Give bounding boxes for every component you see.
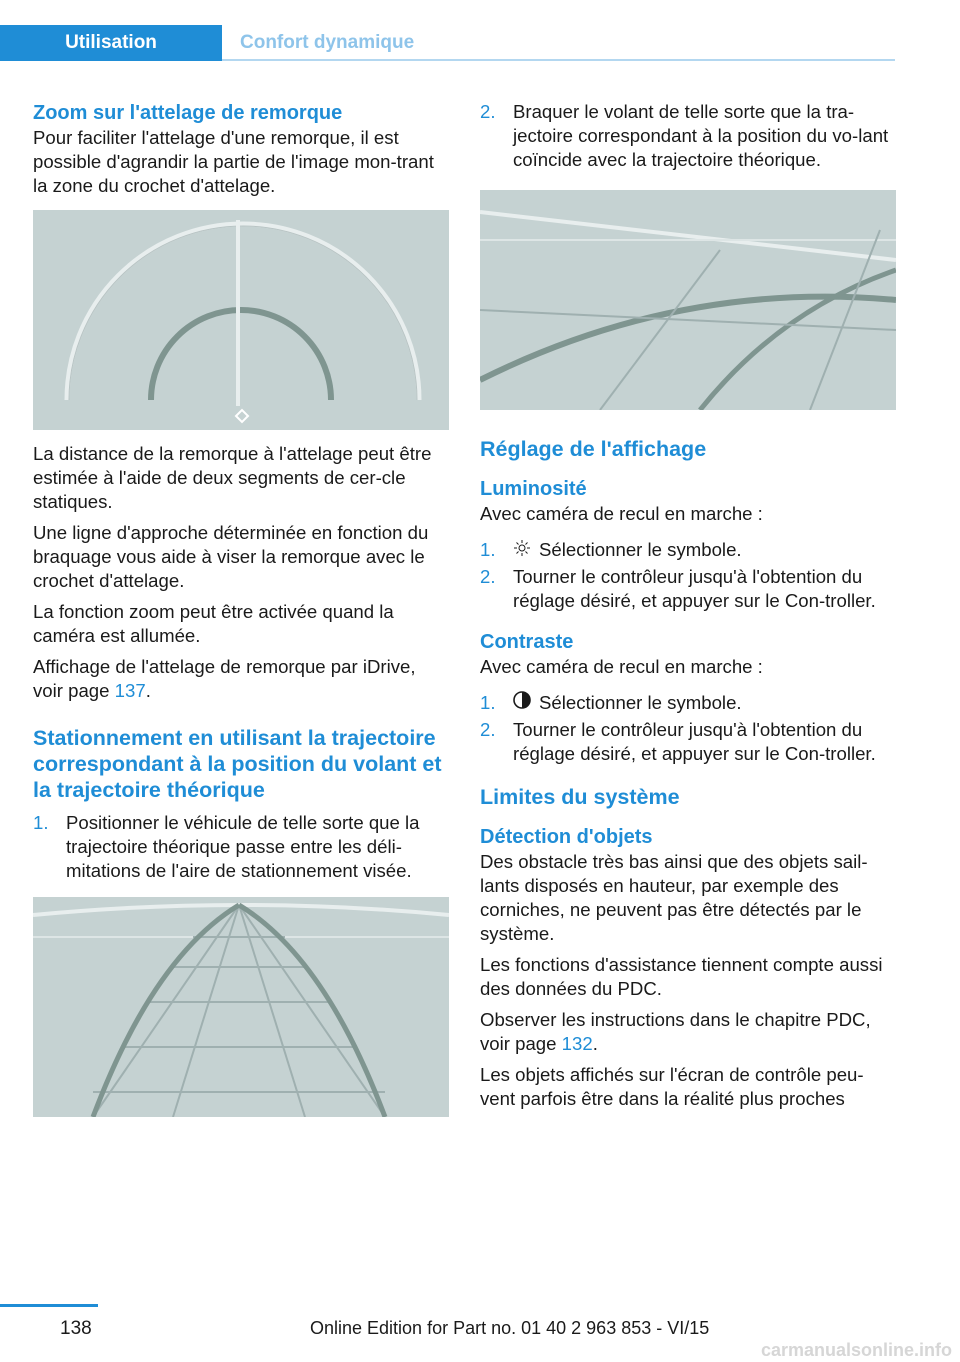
watermark: carmanualsonline.info bbox=[760, 1340, 952, 1360]
parking-trajectory-figure bbox=[33, 897, 449, 1117]
parking-title: Stationnement en utilisant la trajectoire correspondant à la position du volant et la trajectoire théorique bbox=[33, 726, 442, 802]
para-zoom-activation: La fonction zoom peut être activée quand la caméra est allumée. bbox=[33, 601, 394, 646]
display-settings-title: Réglage de l'affichage bbox=[480, 437, 707, 461]
zoom-title: Zoom sur l'attelage de remorque bbox=[33, 102, 343, 124]
list-item: 2. Braquer le volant de telle sorte que la tra-jectoire correspondant à la position du vo-lant coïncide avec la trajectoire théorique. bbox=[480, 101, 889, 170]
tab-confort-dynamique[interactable]: Confort dynamique bbox=[240, 32, 415, 53]
page-link-132[interactable]: 132 bbox=[561, 1033, 593, 1054]
right-column bbox=[480, 100, 896, 1118]
brightness-intro: Avec caméra de recul en marche : bbox=[480, 503, 763, 524]
sun-icon bbox=[513, 538, 531, 562]
contrast-title: Contraste bbox=[480, 631, 574, 653]
header-tabbar bbox=[0, 25, 895, 61]
header-rule bbox=[222, 59, 895, 61]
list-item: 1. Sélectionner le symbole. bbox=[480, 539, 742, 560]
list-item: 1. Positionner le véhicule de telle sorte que la trajectoire théorique passe entre les déli-mitations de l'aire de stationnement visée. bbox=[33, 812, 420, 881]
object-detection-title: Détection d'objets bbox=[480, 826, 653, 848]
list-item: 1. Sélectionner le symbole. bbox=[480, 692, 742, 713]
parking-steps bbox=[33, 811, 449, 883]
footer-rule bbox=[0, 1304, 98, 1307]
list-item: 2. Tourner le contrôleur jusqu'à l'obtention du réglage désiré, et appuyer sur le Con-troller. bbox=[480, 566, 876, 611]
contrast-intro: Avec caméra de recul en marche : bbox=[480, 656, 763, 677]
tab-utilisation[interactable]: Utilisation bbox=[0, 25, 222, 61]
edition-info: Online Edition for Part no. 01 40 2 963 853 - VI/15 bbox=[310, 1318, 710, 1338]
detection-para-1: Des obstacle très bas ainsi que des objets sail-lants disposés en hauteur, par exemple des corniches, ne peuvent pas être détectés par le système. bbox=[480, 851, 868, 944]
page-link-137[interactable]: 137 bbox=[114, 680, 146, 701]
detection-para-2: Les fonctions d'assistance tiennent compte aussi des données du PDC. bbox=[480, 954, 883, 999]
contrast-icon bbox=[513, 691, 531, 715]
brightness-steps bbox=[480, 538, 896, 613]
steering-trajectory-figure bbox=[480, 190, 896, 410]
list-item: 2. Tourner le contrôleur jusqu'à l'obtention du réglage désiré, et appuyer sur le Con-troller. bbox=[480, 719, 876, 764]
para-idrive-ref: Affichage de l'attelage de remorque par iDrive, voir page 137. bbox=[33, 656, 416, 701]
parking-steps-continued bbox=[480, 100, 896, 172]
zoom-text: Pour faciliter l'attelage d'une remorque, il est possible d'agrandir la partie de l'image mon-trant la zone du crochet d'attelage. bbox=[33, 127, 434, 196]
detection-para-4: Les objets affichés sur l'écran de contrôle peu-vent parfois être dans la réalité plus proches bbox=[480, 1064, 864, 1109]
contrast-steps bbox=[480, 691, 896, 766]
left-column bbox=[33, 100, 449, 1117]
brightness-title: Luminosité bbox=[480, 478, 587, 500]
hitch-zoom-figure bbox=[33, 210, 449, 430]
para-approach-line: Une ligne d'approche déterminée en fonction du braquage vous aide à viser la remorque avec le crochet d'attelage. bbox=[33, 522, 429, 591]
para-distance: La distance de la remorque à l'attelage peut être estimée à l'aide de deux segments de cer-cle statiques. bbox=[33, 443, 432, 512]
system-limits-title: Limites du système bbox=[480, 785, 680, 809]
page-number: 138 bbox=[60, 1318, 92, 1339]
detection-para-3: Observer les instructions dans le chapitre PDC, voir page 132. bbox=[480, 1009, 871, 1054]
